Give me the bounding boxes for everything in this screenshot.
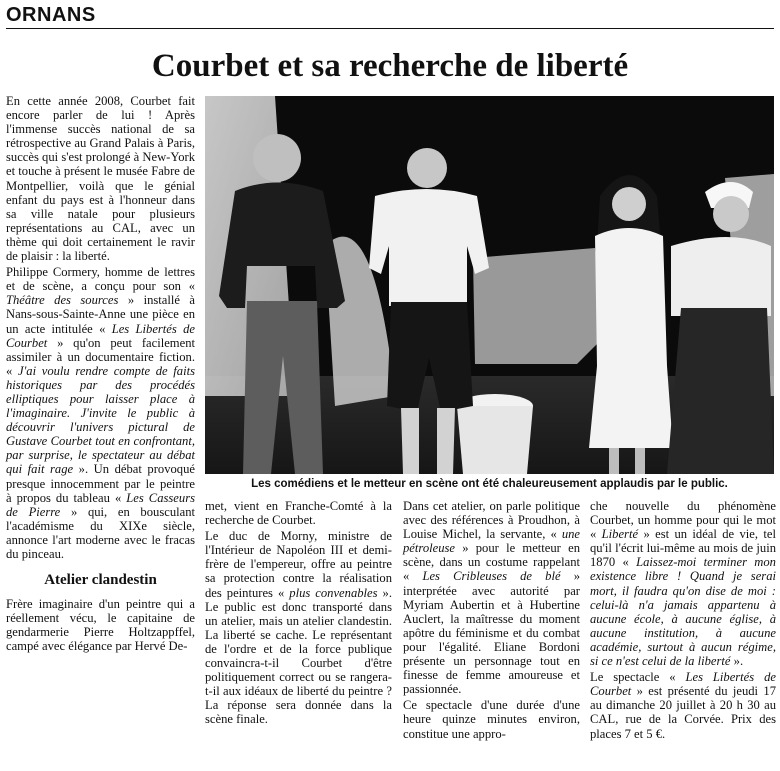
paragraph: Le spectacle « Les Libertés de Courbet » est présenté du jeudi 17 au dimanche 20 juillet à 20 h 30 au CAL, rue de la Corvée. Prix des places 7 et 5 €. [590,670,776,741]
paragraph: En cette année 2008, Courbet fait encore parler de lui ! Après l'immense succès national de sa rétrospective au Grand Palais à Paris, succès qui s'est prolongé à New-York et touche à présent le musée Fabre de Montpellier, voilà que le génial enfant du pays est à l'honneur dans sa ville natale pour plusieurs représentations au CAL, avec un thème qui doit certainement le ravir de plaisir : la liberté. [6,94,195,264]
paragraph: Philippe Cormery, homme de lettres et de scène, a conçu pour son « Théâtre des sources » installé à Nans-sous-Sainte-Anne une pièce en un acte intitulée « Les Libertés de Courbet » qu'on peut facilement assimiler à un documentaire fiction. « J'ai voulu rendre compte de faits historiques par des procédés elliptiques pour laisser place à l'imaginaire. J'invite le public à découvrir l'univers pictural de Gustave Courbet tout en confrontant, par surprise, le spectateur au débat qui fait rage ». Un débat provoqué presque innocemment par le peintre à propos du tableau « Les Casseurs de Pierre » qui, en bousculant l'académisme du XIXe siècle, annonce l'art moderne avec le fracas du pinceau. [6,265,196,561]
article-title: Courbet et sa recherche de liberté [151,48,629,84]
paragraph: che nouvelle du phénomène Courbet, un homme pour qui le mot « Liberté » est un idéal de vie, tel qu'il l'écrit lui-même au mois de juin 1870 « Laissez-moi terminer mon existence libre ! Quand je serai mort, il faudra qu'on dise de moi : celui-là n'a jamais appartenu à aucune école, à aucune église, à aucune institution, à aucune académie, surtout à aucun régime, si ce n'est celui de la liberté ». [590,499,776,669]
paragraph: met, vient en Franche-Comté à la recherche de Courbet. [205,499,392,528]
section-header: ORNANS [6,4,96,26]
paragraph: Ce spectacle d'une durée d'une heure quinze minutes environ, constitue une appro- [403,698,580,741]
article-photo [205,96,774,474]
column-1 [6,94,195,654]
paragraph: Le duc de Morny, ministre de l'Intérieur de Napoléon III et demi-frère de l'empereur, offre au peintre sa protection contre la réalisation des peintures « plus convenables ». Le public est donc transporté dans un atelier, mais un atelier clandestin. La liberté se cache. Le représentant de l'ordre et de la force publique convaincra-t-il Courbet d'être politiquement correct ou se rangera-t-il aux idéaux de liberté du peintre ? La réponse sera donnée dans la scène finale. [205,529,392,727]
paragraph: Dans cet atelier, on parle politique avec des références à Proudhon, à Louise Michel, la servante, « une pétroleuse » pour le metteur en scène, dans un costume rappelant « Les Cribleuses de blé » interprétée avec autorité par Myriam Aubertin et à Hubertine Auclert, la maîtresse du moment apôtre du féminisme et du combat pour l'égalité. Eliane Bordoni présente un personnage tout en finesse de femme amoureuse et passionnée. [403,499,580,697]
column-3 [403,499,580,741]
column-4 [590,499,776,741]
paragraph: Frère imaginaire d'un peintre qui a réellement vécu, le capitaine de gendarmerie Pierre Holtzappffel, campé avec élégance par Hervé De- [6,597,195,654]
photo-caption: Les comédiens et le metteur en scène ont été chaleureusement applaudis par le public. [251,478,728,490]
header-rule [6,28,774,29]
subheading: Atelier clandestin [44,572,157,589]
column-2 [205,499,392,727]
